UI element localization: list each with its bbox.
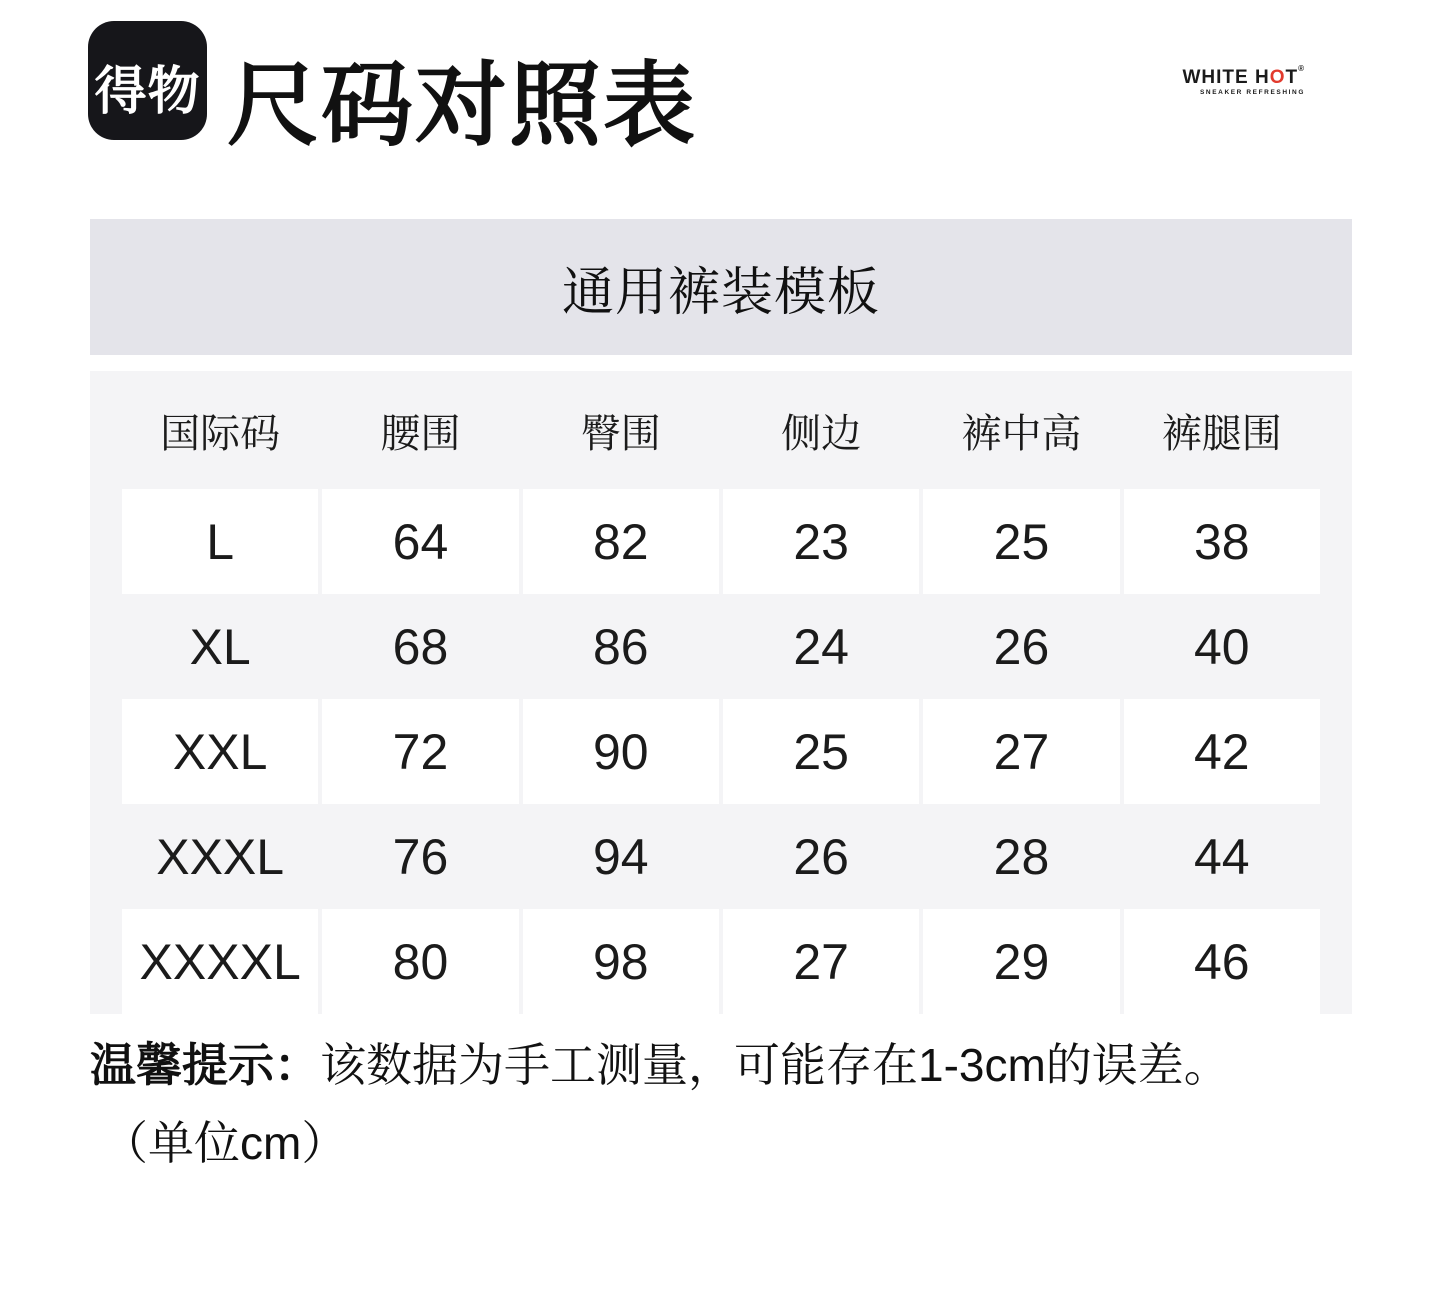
column-header-side: 侧边	[781, 411, 862, 456]
table-row-xxl	[122, 699, 1320, 804]
value-cell: 44	[1194, 828, 1250, 885]
value-cell: 82	[523, 489, 719, 594]
size-cell: XXXL	[156, 828, 285, 885]
template-banner	[90, 219, 1352, 355]
measurement-note	[90, 1034, 1370, 1174]
value-cell: 27	[723, 909, 919, 1014]
note-label: 温馨提示：	[90, 1039, 320, 1091]
value-cell: 38	[1124, 489, 1320, 594]
note-line-1	[90, 1034, 1370, 1096]
table-row-xxxl	[122, 804, 1320, 909]
size-cell: L	[122, 489, 318, 594]
size-table	[90, 371, 1352, 1014]
column-header-mid-rise: 裤中高	[961, 411, 1082, 456]
value-cell: 98	[523, 909, 719, 1014]
dewu-logo-text: 得物	[94, 63, 201, 121]
column-header-hip: 臀围	[580, 411, 661, 456]
value-cell: 24	[793, 618, 849, 675]
value-cell: 29	[923, 909, 1119, 1014]
table-row-xl	[122, 594, 1320, 699]
brand-name-o: O	[1269, 67, 1286, 88]
brand-logo	[1182, 64, 1305, 97]
size-cell: XXXXL	[122, 909, 318, 1014]
column-header-waist: 腰围	[380, 411, 461, 456]
brand-name	[1182, 64, 1305, 88]
brand-tagline: SNEAKER REFRESHING	[1199, 89, 1305, 96]
note-unit: （单位cm）	[102, 1117, 348, 1170]
value-cell: 80	[322, 909, 518, 1014]
value-cell: 25	[723, 699, 919, 804]
column-header-leg-opening: 裤腿围	[1161, 411, 1282, 456]
value-cell: 94	[593, 828, 649, 885]
value-cell: 46	[1124, 909, 1320, 1014]
column-header-intl-size: 国际码	[160, 411, 281, 456]
brand-name-prefix: WHITE H	[1182, 67, 1270, 88]
value-cell: 26	[793, 828, 849, 885]
note-text: 该数据为手工测量，可能存在1-3cm的误差。	[320, 1039, 1230, 1091]
template-banner-title: 通用裤装模板	[561, 263, 880, 322]
value-cell: 86	[593, 618, 649, 675]
value-cell: 76	[392, 828, 449, 885]
page-title: 尺码对照表	[227, 55, 698, 157]
table-header-row	[122, 371, 1320, 489]
size-cell: XXL	[122, 699, 318, 804]
registered-trademark-icon: ®	[1298, 64, 1305, 73]
value-cell: 42	[1124, 699, 1320, 804]
table-row-l	[122, 489, 1320, 594]
value-cell: 23	[723, 489, 919, 594]
value-cell: 40	[1194, 618, 1250, 675]
value-cell: 25	[923, 489, 1119, 594]
value-cell: 72	[322, 699, 518, 804]
value-cell: 68	[392, 618, 449, 675]
dewu-logo	[88, 21, 207, 140]
value-cell: 28	[993, 828, 1050, 885]
value-cell: 90	[523, 699, 719, 804]
brand-name-suffix: T	[1285, 67, 1299, 88]
value-cell: 26	[993, 618, 1050, 675]
value-cell: 64	[322, 489, 518, 594]
table-row-xxxxl	[122, 909, 1320, 1014]
value-cell: 27	[923, 699, 1119, 804]
size-cell: XL	[189, 618, 251, 675]
